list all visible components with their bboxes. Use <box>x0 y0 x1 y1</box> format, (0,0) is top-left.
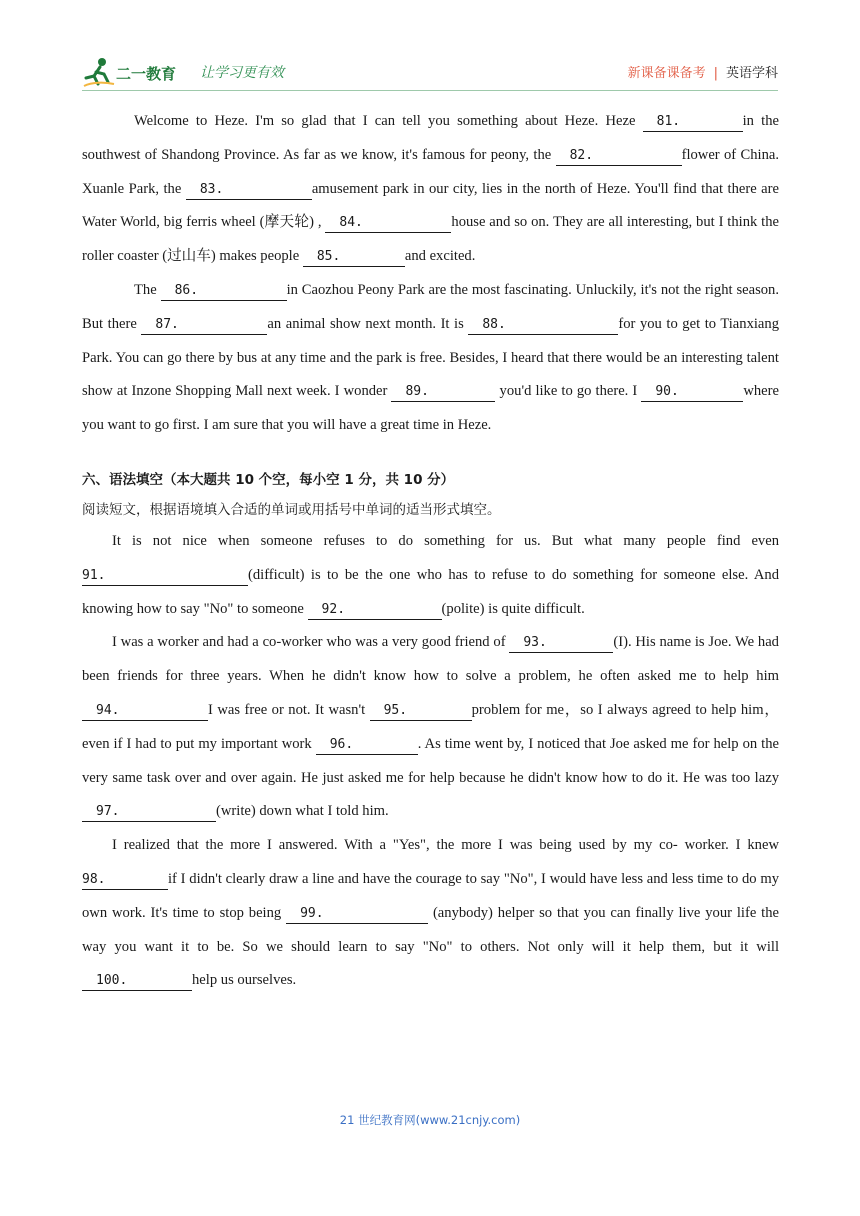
header-separator: | <box>713 66 718 81</box>
text-run: help us ourselves. <box>192 972 297 989</box>
slogan: 让学习更有效 <box>200 65 284 81</box>
text-run: The <box>134 281 161 298</box>
text-run: where you want to go first. I am sure that you will have a great time in Heze. <box>82 383 779 434</box>
text-run: an animal show next month. It is <box>267 315 469 332</box>
blank-90: 90. <box>641 383 743 402</box>
blank-95: 95. <box>370 702 472 721</box>
blank-86: 86. <box>161 282 287 301</box>
logo <box>82 56 192 90</box>
text-run: in Caozhou Peony Park are the most fascinating. Unluckily, it's not the right season. But there <box>82 281 779 332</box>
text-run: house and so on. They are all interesting, but I think the roller coaster (过山车) makes people <box>82 214 780 265</box>
blank-92: 92. <box>308 601 442 620</box>
section-instruction: 阅读短文，根据语境填入合适的单词或用括号中单词的适当形式填空。 <box>82 501 501 518</box>
blank-85: 85. <box>303 248 405 267</box>
text-run: I realized that the more I answered. With a "Yes", the more I was being used by my co- worker. I knew <box>112 837 779 854</box>
passage2-paragraph1 <box>82 525 779 626</box>
blank-98: 98. <box>82 871 168 890</box>
blank-87: 87. <box>141 316 267 335</box>
blank-91: 91. <box>82 567 248 586</box>
text-run: in the southwest of Shandong Province. As far as we know, it's famous for peony, the <box>82 113 779 163</box>
blank-83: 83. <box>186 181 312 200</box>
runner-logo-icon <box>82 56 116 88</box>
footer-site: 21 世纪教育网(www.21cnjy.com) <box>339 1113 521 1127</box>
blank-89: 89. <box>391 383 495 402</box>
blank-97: 97. <box>82 803 216 822</box>
blank-81: 81. <box>643 113 743 132</box>
text-run: (write) down what I told him. <box>216 803 389 820</box>
document-body <box>82 105 779 998</box>
header-right <box>628 62 778 81</box>
text-run: (anybody) helper so that you can finally live your life the way you want it to be. So we should learn to say "No" to others. Not only will it help them, but it will <box>82 904 779 955</box>
passage2-paragraph2 <box>82 626 779 829</box>
header-subject: 英语学科 <box>725 66 778 81</box>
page-header <box>82 56 778 90</box>
text-run: Welcome to Heze. I'm so glad that I can tell you something about Heze. Heze <box>134 113 643 129</box>
text-run: flower of China. Xuanle Park, the <box>82 146 779 197</box>
text-run: you'd like to go there. I <box>495 383 642 400</box>
text-run: . As time went by, I noticed that Joe asked me for help on the very same task over and over again. He just asked me for help because he didn't know how to do it. He was too lazy <box>82 735 779 786</box>
text-run: problem for me，so I always agreed to help him， even if I had to put my important work <box>82 701 779 752</box>
header-tagline: 新课备课备考 <box>627 66 706 81</box>
text-run: (polite) is quite difficult. <box>441 600 585 617</box>
text-run: I was a worker and had a co-worker who was a very good friend of <box>112 634 510 651</box>
blank-84: 84. <box>325 214 451 233</box>
text-run: (I). His name is Joe. We had been friends for three years. When he didn't know how to solve a problem, he often asked me to help him <box>82 634 779 685</box>
text-run: It is not nice when someone refuses to do something for us. But what many people find even <box>112 532 779 549</box>
blank-94: 94. <box>82 702 208 721</box>
blank-88: 88. <box>468 316 618 335</box>
blank-96: 96. <box>316 736 418 755</box>
passage1-paragraph2 <box>82 274 779 443</box>
text-run: (difficult) is to be the one who has to refuse to do something for someone else. And knowing how to say "No" to someone <box>82 566 779 617</box>
passage2-paragraph3 <box>82 829 779 998</box>
blank-93: 93. <box>509 634 613 653</box>
text-run: amusement park in our city, lies in the north of Heze. You'll find that there are Water World, big ferris wheel (摩天轮) , <box>82 180 779 231</box>
logo-text: 二一教育 <box>116 65 177 83</box>
text-run: if I didn't clearly draw a line and have the courage to say "No", I would have less and less time to do my own work. It's time to stop being <box>82 870 779 921</box>
text-run: for you to get to Tianxiang Park. You can go there by bus at any time and the park is free. Besides, I heard that there would be an interesting talent show at Inzone Shopping Mall next week. I wonder <box>82 315 779 400</box>
passage1-paragraph1 <box>82 105 779 274</box>
header-divider <box>82 90 778 91</box>
text-run: and excited. <box>404 248 476 265</box>
blank-100: 100. <box>82 972 192 991</box>
section-heading: 六、语法填空（本大题共 10 个空，每小空 1 分，共 10 分） <box>82 471 455 488</box>
blank-99: 99. <box>286 905 428 924</box>
blank-82: 82. <box>556 147 682 166</box>
text-run: I was free or not. It wasn't <box>208 701 370 718</box>
